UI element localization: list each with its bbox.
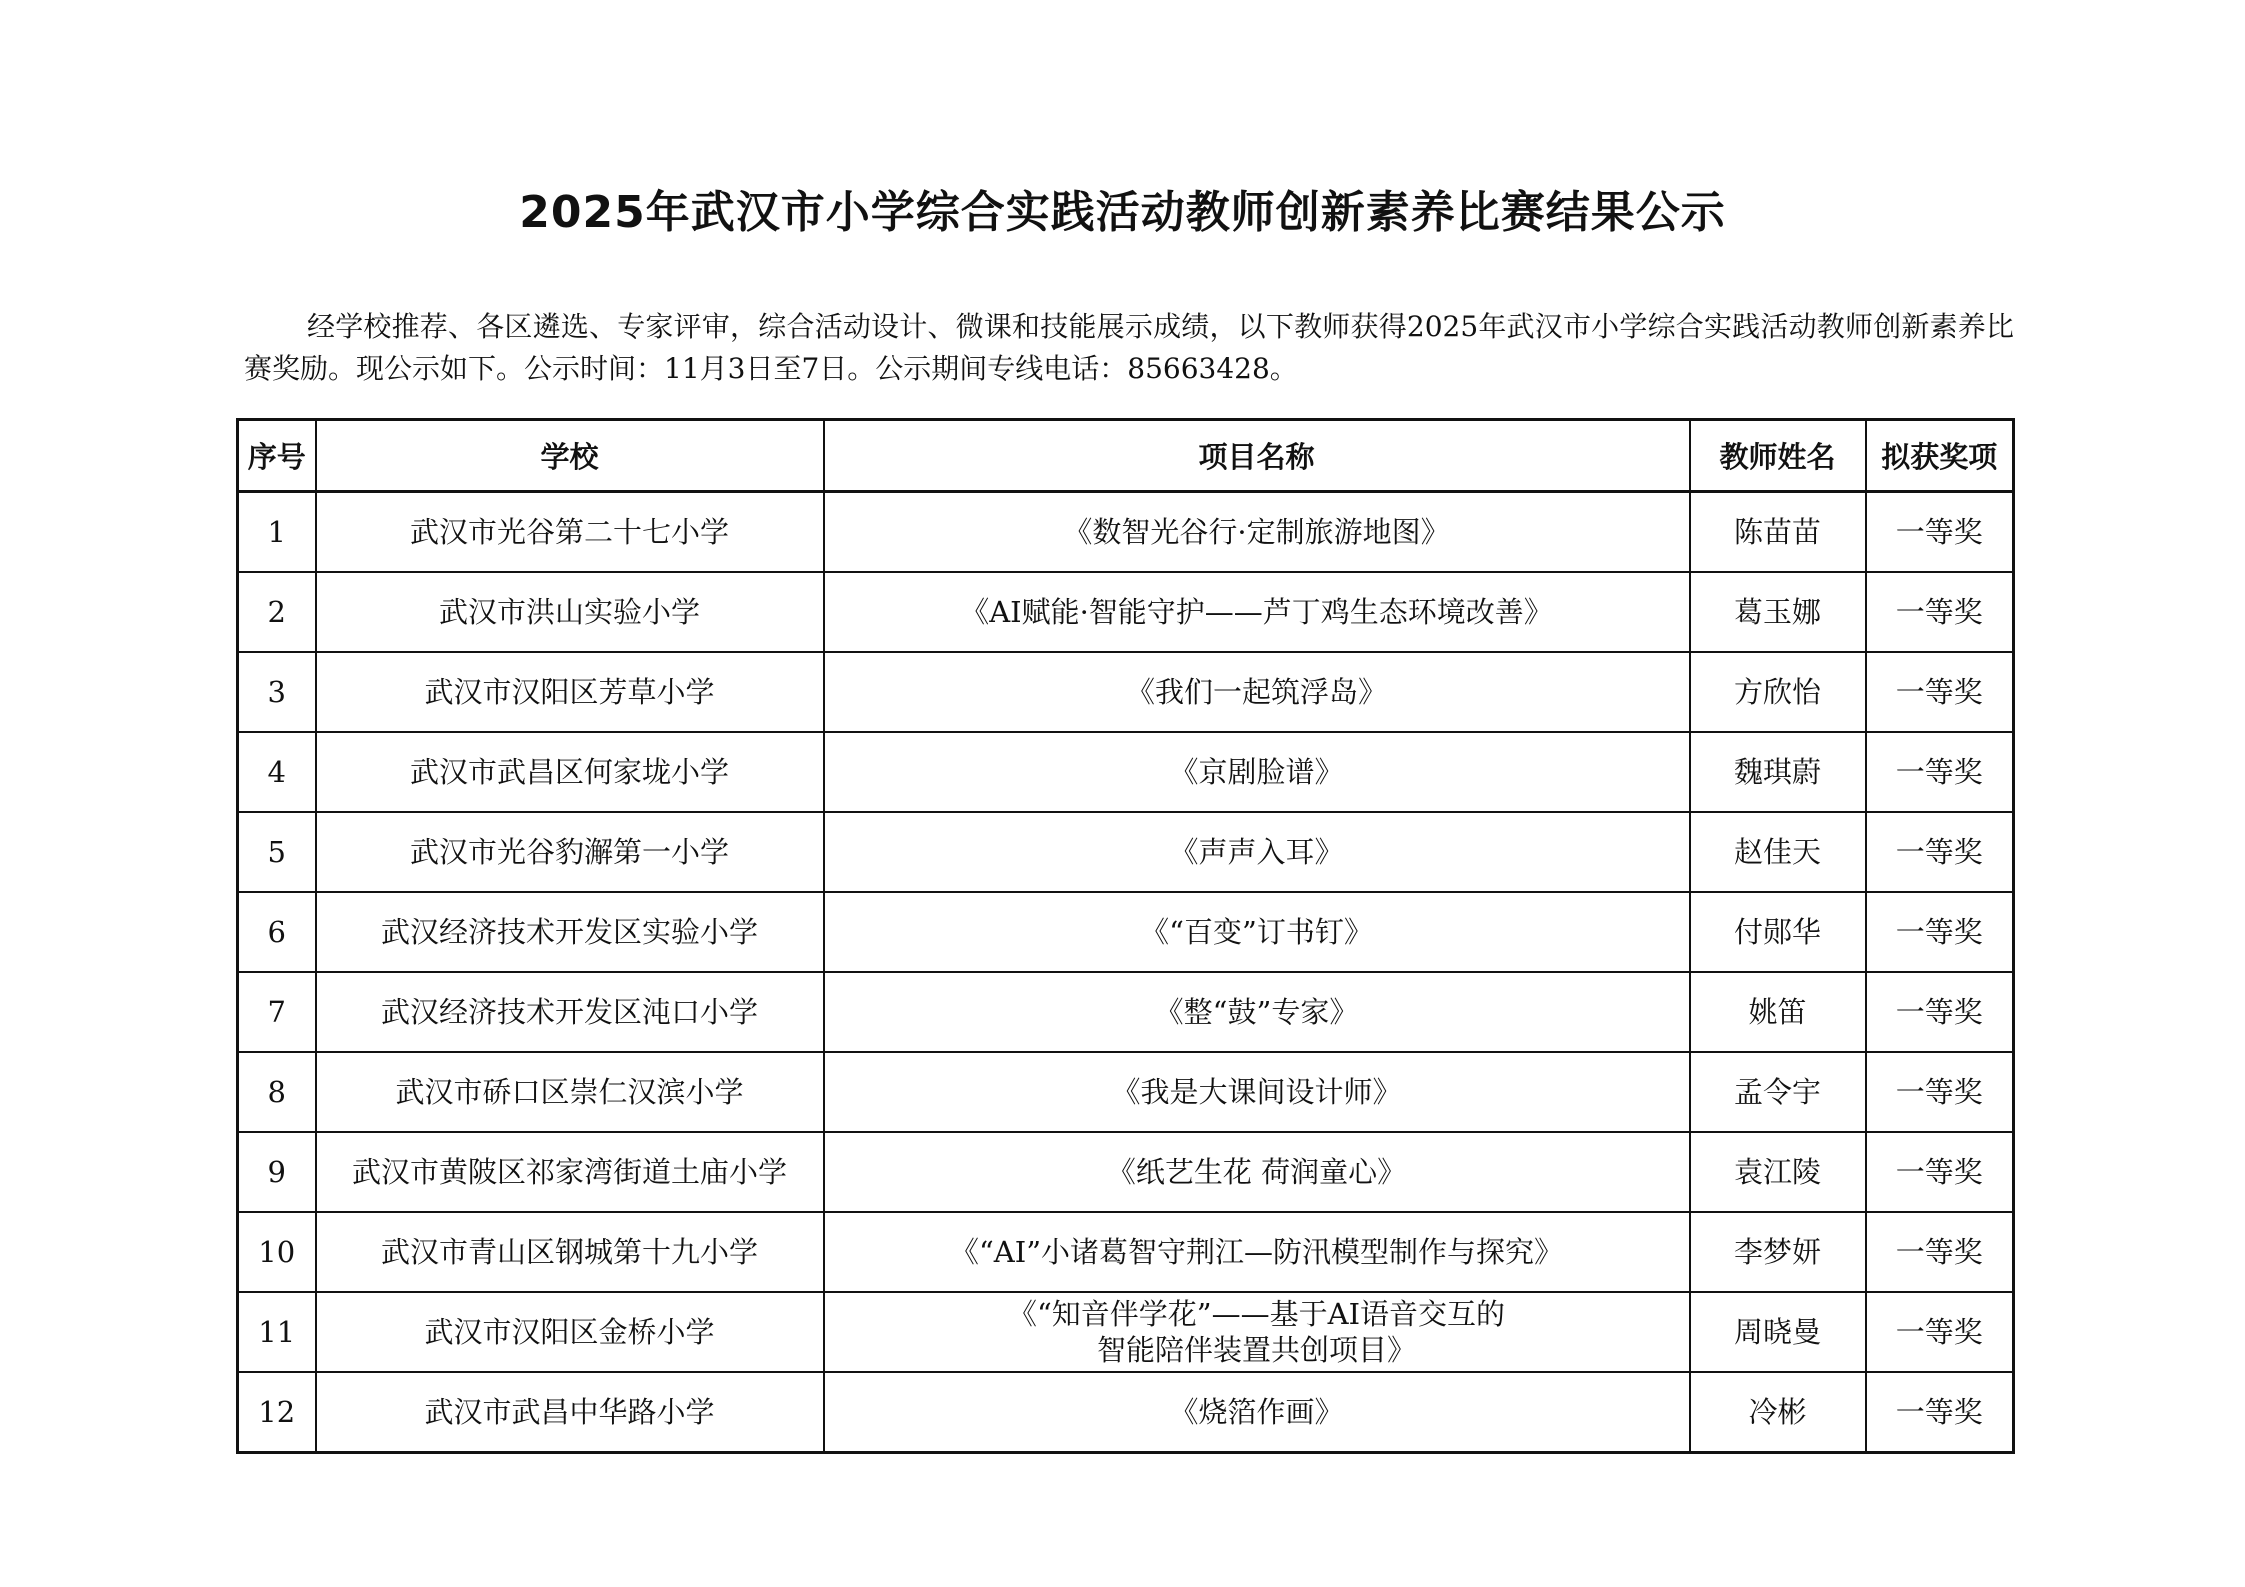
table-row	[238, 492, 2014, 573]
cell-num: 3	[238, 652, 316, 732]
cell-teacher: 冷彬	[1690, 1372, 1866, 1453]
cell-award: 一等奖	[1866, 1212, 2014, 1292]
table-row	[238, 892, 2014, 972]
table-row	[238, 1292, 2014, 1372]
cell-project: 《AI赋能·智能守护——芦丁鸡生态环境改善》	[824, 572, 1690, 652]
cell-teacher: 姚笛	[1690, 972, 1866, 1052]
cell-school: 武汉市洪山实验小学	[316, 572, 824, 652]
table-header-row	[238, 420, 2014, 492]
cell-project-line: 智能陪伴装置共创项目》	[1096, 1333, 1416, 1367]
header-award: 拟获奖项	[1866, 420, 2014, 492]
cell-project: 《“百变”订书钉》	[824, 892, 1690, 972]
cell-num: 10	[238, 1212, 316, 1292]
cell-teacher: 魏琪蔚	[1690, 732, 1866, 812]
results-table	[236, 418, 2015, 1454]
table-row	[238, 572, 2014, 652]
cell-project: 《纸艺生花 荷润童心》	[824, 1132, 1690, 1212]
cell-num: 11	[238, 1292, 316, 1372]
cell-school: 武汉市硚口区崇仁汉滨小学	[316, 1052, 824, 1132]
cell-award: 一等奖	[1866, 1132, 2014, 1212]
cell-teacher: 袁江陵	[1690, 1132, 1866, 1212]
cell-award: 一等奖	[1866, 572, 2014, 652]
cell-num: 6	[238, 892, 316, 972]
cell-num: 2	[238, 572, 316, 652]
intro-paragraph: 经学校推荐、各区遴选、专家评审，综合活动设计、微课和技能展示成绩，以下教师获得2025年武汉市小学综合实践活动教师创新素养比赛奖励。现公示如下。公示时间：11月3日至7日。公示期间专线电话：85663428。	[244, 310, 2014, 385]
cell-num: 1	[238, 492, 316, 573]
cell-project: 《“AI”小诸葛智守荆江—防汛模型制作与探究》	[824, 1212, 1690, 1292]
cell-teacher: 孟令宇	[1690, 1052, 1866, 1132]
cell-teacher: 赵佳天	[1690, 812, 1866, 892]
table-row	[238, 1132, 2014, 1212]
table-row	[238, 1212, 2014, 1292]
header-num: 序号	[238, 420, 316, 492]
cell-school: 武汉市光谷豹澥第一小学	[316, 812, 824, 892]
cell-project: 《整“鼓”专家》	[824, 972, 1690, 1052]
cell-project: 《声声入耳》	[824, 812, 1690, 892]
cell-award: 一等奖	[1866, 972, 2014, 1052]
cell-teacher: 周晓曼	[1690, 1292, 1866, 1372]
cell-project: 《我们一起筑浮岛》	[824, 652, 1690, 732]
cell-teacher: 陈苗苗	[1690, 492, 1866, 573]
cell-school: 武汉市汉阳区芳草小学	[316, 652, 824, 732]
page-title: 2025年武汉市小学综合实践活动教师创新素养比赛结果公示	[519, 187, 1726, 238]
cell-school: 武汉市黄陂区祁家湾街道土庙小学	[316, 1132, 824, 1212]
cell-num: 7	[238, 972, 316, 1052]
cell-teacher: 付郧华	[1690, 892, 1866, 972]
cell-award: 一等奖	[1866, 1292, 2014, 1372]
cell-school: 武汉经济技术开发区沌口小学	[316, 972, 824, 1052]
cell-project-line: 《“知音伴学花”——基于AI语音交互的	[1007, 1297, 1506, 1331]
cell-school: 武汉市青山区钢城第十九小学	[316, 1212, 824, 1292]
header-school: 学校	[316, 420, 824, 492]
cell-num: 8	[238, 1052, 316, 1132]
cell-award: 一等奖	[1866, 652, 2014, 732]
cell-num: 5	[238, 812, 316, 892]
table-row	[238, 812, 2014, 892]
header-project: 项目名称	[824, 420, 1690, 492]
cell-project: 《烧箔作画》	[824, 1372, 1690, 1453]
header-teacher: 教师姓名	[1690, 420, 1866, 492]
cell-award: 一等奖	[1866, 892, 2014, 972]
table-row	[238, 732, 2014, 812]
cell-award: 一等奖	[1866, 812, 2014, 892]
cell-num: 4	[238, 732, 316, 812]
cell-school: 武汉市光谷第二十七小学	[316, 492, 824, 573]
table-row	[238, 1372, 2014, 1453]
cell-project: 《京剧脸谱》	[824, 732, 1690, 812]
cell-teacher: 葛玉娜	[1690, 572, 1866, 652]
cell-project: 《我是大课间设计师》	[824, 1052, 1690, 1132]
cell-teacher: 方欣怡	[1690, 652, 1866, 732]
cell-school: 武汉市武昌区何家垅小学	[316, 732, 824, 812]
cell-num: 12	[238, 1372, 316, 1453]
table-row	[238, 972, 2014, 1052]
cell-teacher: 李梦妍	[1690, 1212, 1866, 1292]
cell-award: 一等奖	[1866, 1372, 2014, 1453]
cell-school: 武汉经济技术开发区实验小学	[316, 892, 824, 972]
cell-award: 一等奖	[1866, 492, 2014, 573]
cell-school: 武汉市武昌中华路小学	[316, 1372, 824, 1453]
cell-project: 《数智光谷行·定制旅游地图》	[824, 492, 1690, 573]
cell-award: 一等奖	[1866, 1052, 2014, 1132]
cell-num: 9	[238, 1132, 316, 1212]
table-row	[238, 1052, 2014, 1132]
cell-award: 一等奖	[1866, 732, 2014, 812]
table-row	[238, 652, 2014, 732]
cell-project	[824, 1292, 1690, 1372]
cell-school: 武汉市汉阳区金桥小学	[316, 1292, 824, 1372]
